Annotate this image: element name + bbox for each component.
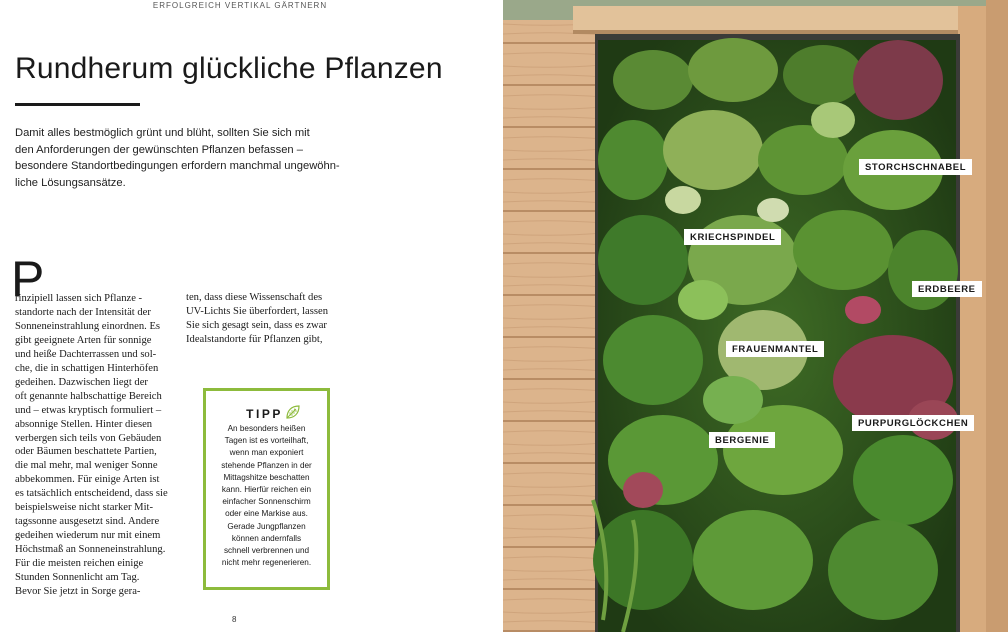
tip-line: Mittagshitze beschatten [223, 472, 310, 482]
intro-line: den Anforderungen der gewünschten Pflanzen befassen – [15, 143, 303, 156]
body-line: absonnige Stellen. Hinter diesen [15, 418, 153, 430]
tip-heading-label: TIPP [246, 407, 283, 421]
label-bergenie: BERGENIE [709, 432, 775, 448]
right-page [503, 0, 1008, 632]
body-line: verbergen sich teils von Gebäuden [15, 432, 162, 444]
leaf-icon [285, 404, 301, 420]
intro-line: liche Lösungsansätze. [15, 176, 126, 189]
body-line: rinzipiell lassen sich Pflanze - [15, 293, 143, 304]
tip-line: An besonders heißen [227, 424, 306, 433]
body-line: ten, dass diese Wissenschaft des [186, 292, 323, 303]
body-line: standorte nach der Intensität der [15, 306, 151, 318]
title-underline [15, 103, 140, 106]
body-line: und – etwas kryptisch formuliert – [15, 404, 162, 416]
body-line: abbekommen. Für einige Arten ist [15, 474, 160, 486]
body-line: gibt geeignete Arten für sonnige [15, 334, 152, 346]
body-line: Für die meisten reichen einige [15, 558, 144, 570]
body-line: oder Bäumen beschattete Partien, [15, 446, 157, 458]
body-line: Bevor Sie jetzt in Sorge gera- [15, 586, 141, 598]
running-head: ERFOLGREICH VERTIKAL GÄRTNERN [152, 1, 328, 10]
tip-heading [206, 402, 327, 421]
tip-line: oder eine Markise aus. [225, 509, 308, 519]
body-line: UV-Lichts Sie überfordert, lassen [186, 305, 329, 317]
tip-line: einfacher Sonnenschirm [222, 497, 311, 507]
page-number: 8 [232, 615, 237, 624]
tip-line: wenn man exponiert [229, 448, 304, 458]
page-title: Rundherum glückliche Pflanzen [15, 52, 443, 85]
tip-line: stehende Pflanzen in der [221, 460, 312, 470]
body-line: che, die in schattigen Hinterhöfen [15, 362, 159, 374]
body-line: oft genannte halbschattige Bereich [15, 390, 162, 402]
label-erdbeere: ERDBEERE [912, 281, 982, 297]
left-page [0, 0, 503, 632]
tip-line: kann. Hierfür reichen ein [221, 485, 312, 495]
body-line: es tatsächlich entscheidend, dass sie [15, 488, 168, 500]
body-line: Sonneneinstrahlung einordnen. Es [15, 320, 161, 332]
tip-line: Tagen ist es vorteilhaft, [224, 436, 309, 446]
tip-box [203, 388, 330, 590]
body-line: Sie sich gesagt sein, dass es zwar [186, 319, 327, 331]
tip-line: Gerade Jungpflanzen [227, 521, 306, 531]
body-column-2 [186, 291, 328, 347]
label-purpurgloeckchen: PURPURGLÖCKCHEN [852, 415, 974, 431]
drop-cap: P [11, 251, 45, 307]
body-line: und heiße Dachterrassen und sol- [15, 348, 157, 360]
body-line: gedeihen wiederum nur mit einem [15, 530, 161, 542]
label-storchschnabel: STORCHSCHNABEL [859, 159, 972, 175]
tip-line: schnell verbrennen und [223, 546, 310, 556]
tip-text [206, 423, 327, 569]
tip-line: nicht mehr regenerieren. [221, 558, 312, 568]
tip-line: können andernfalls [231, 533, 302, 543]
intro-paragraph [15, 125, 350, 191]
body-line: gedeihen. Dazwischen liegt der [15, 376, 148, 388]
intro-line: besondere Standortbedingungen erfordern manchmal ungewöhn- [15, 160, 340, 173]
body-line: Idealstandorte für Pflanzen gibt, [186, 333, 323, 345]
label-kriechspindel: KRIECHSPINDEL [684, 229, 781, 245]
body-column-1 [15, 292, 168, 599]
body-line: tagssonne ausgesetzt sind. Andere [15, 516, 160, 528]
label-frauenmantel: FRAUENMANTEL [726, 341, 824, 357]
body-line: die mal mehr, mal weniger Sonne [15, 460, 158, 472]
intro-line: Damit alles bestmöglich grünt und blüht, sollten Sie sich mit [15, 127, 310, 139]
body-line: Höchstmaß an Sonneneinstrahlung. [15, 544, 166, 556]
body-line: beispielsweise nicht starker Mit- [15, 502, 153, 514]
body-line: Stunden Sonnenlicht am Tag. [15, 572, 140, 584]
vertical-garden-photo [503, 0, 1008, 632]
